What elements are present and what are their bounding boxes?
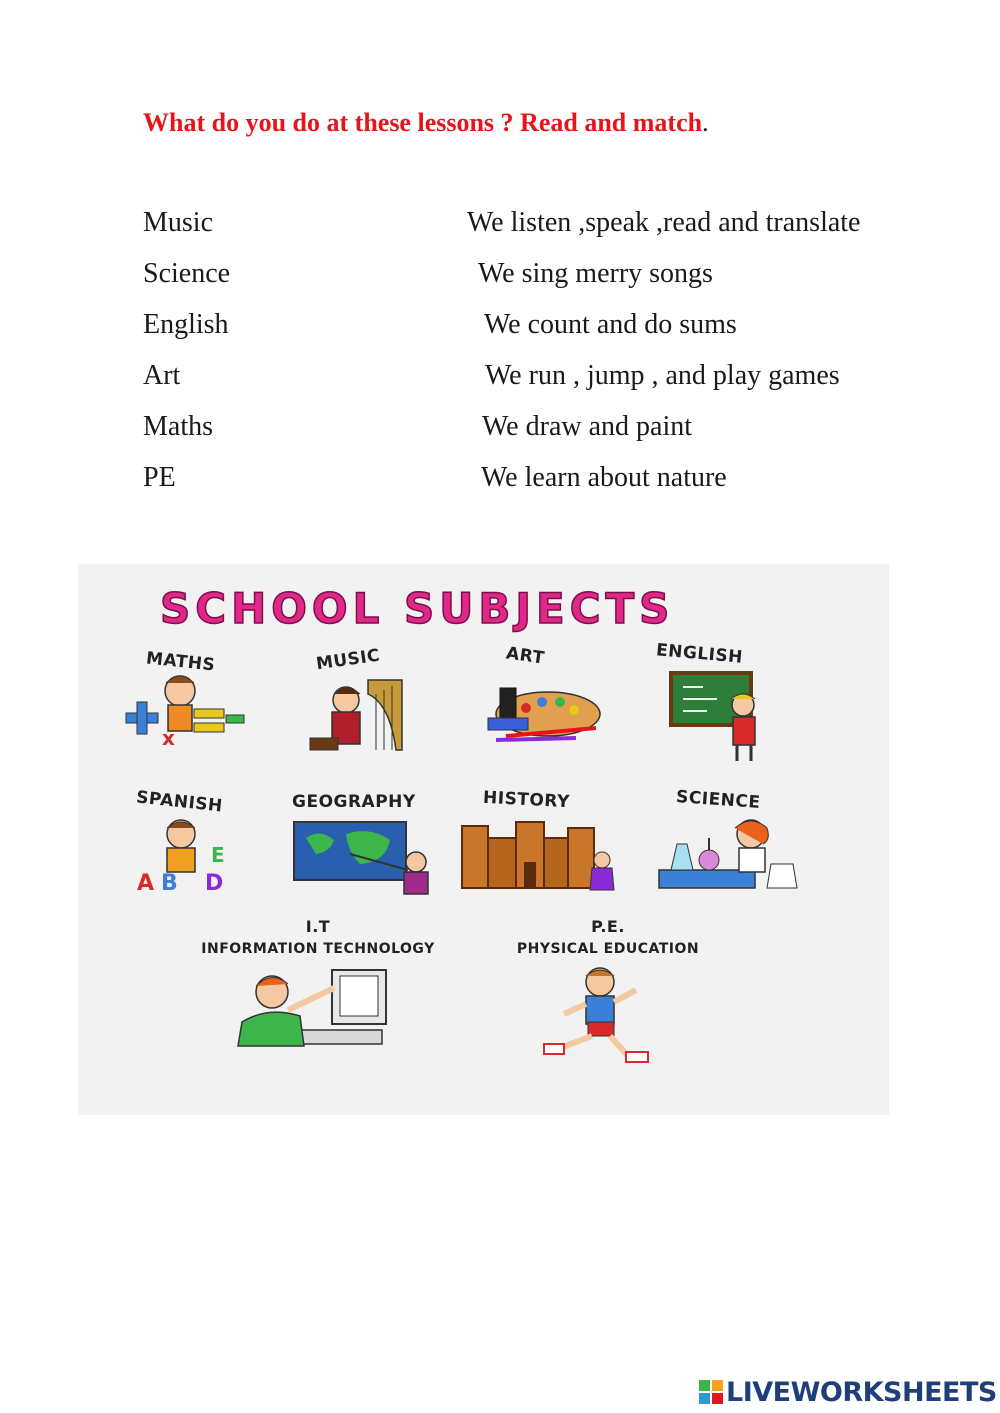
activity-label: We sing merry songs — [478, 258, 713, 289]
school-subjects-poster — [78, 564, 889, 1115]
subject-label: Art — [143, 360, 181, 391]
letter-d: D — [205, 871, 224, 894]
match-row — [0, 462, 1000, 502]
activity-label: We count and do sums — [484, 309, 737, 340]
svg-text:x: x — [162, 726, 175, 749]
label-it-short: I.T — [305, 917, 331, 936]
match-row — [0, 258, 1000, 298]
it-illustration — [228, 966, 398, 1056]
activity-label: We draw and paint — [482, 411, 692, 442]
instruction-period: . — [702, 108, 709, 137]
match-row — [0, 411, 1000, 451]
match-row — [0, 360, 1000, 400]
subject-label: Science — [143, 258, 231, 289]
activity-label: We learn about nature — [481, 462, 727, 493]
instruction-heading — [143, 108, 709, 138]
activity-label: We run , jump , and play games — [485, 360, 840, 391]
art-illustration — [466, 676, 606, 746]
letter-a: A — [137, 871, 155, 894]
label-history: HISTORY — [482, 787, 571, 813]
music-illustration — [306, 674, 436, 754]
english-illustration — [663, 669, 783, 764]
liveworksheets-brand: LIVEWORKSHEETS — [726, 1376, 997, 1408]
poster-heading: SCHOOL SUBJECTS — [160, 584, 675, 633]
label-pe-short: P.E. — [591, 917, 625, 936]
instruction-text: What do you do at these lessons ? Read and match — [143, 108, 703, 137]
pe-illustration — [536, 964, 666, 1064]
science-illustration — [653, 814, 803, 894]
letter-b: B — [161, 871, 178, 894]
match-row — [0, 309, 1000, 349]
liveworksheets-logo-icon — [698, 1379, 724, 1405]
history-illustration — [456, 816, 616, 896]
subject-label: Maths — [143, 411, 213, 442]
label-music: MUSIC — [314, 645, 382, 675]
label-spanish: SPANISH — [135, 787, 224, 817]
spanish-illustration — [133, 814, 243, 894]
label-maths: MATHS — [145, 648, 217, 676]
subject-label: English — [143, 309, 229, 340]
label-art: ART — [504, 643, 546, 669]
label-english: ENGLISH — [655, 640, 744, 668]
label-pe-long: PHYSICAL EDUCATION — [516, 941, 700, 957]
subject-label: PE — [143, 462, 176, 493]
label-geography: GEOGRAPHY — [292, 792, 416, 812]
geography-illustration — [290, 818, 440, 898]
label-science: SCIENCE — [675, 787, 762, 813]
label-it — [188, 916, 448, 960]
label-pe — [493, 916, 723, 960]
letter-e: E — [211, 843, 225, 867]
activity-label: We listen ,speak ,read and translate — [467, 207, 861, 238]
subject-label: Music — [143, 207, 213, 238]
match-row — [0, 207, 1000, 247]
label-it-long: INFORMATION TECHNOLOGY — [201, 941, 435, 957]
liveworksheets-footer — [698, 1378, 997, 1406]
maths-illustration — [118, 669, 248, 749]
